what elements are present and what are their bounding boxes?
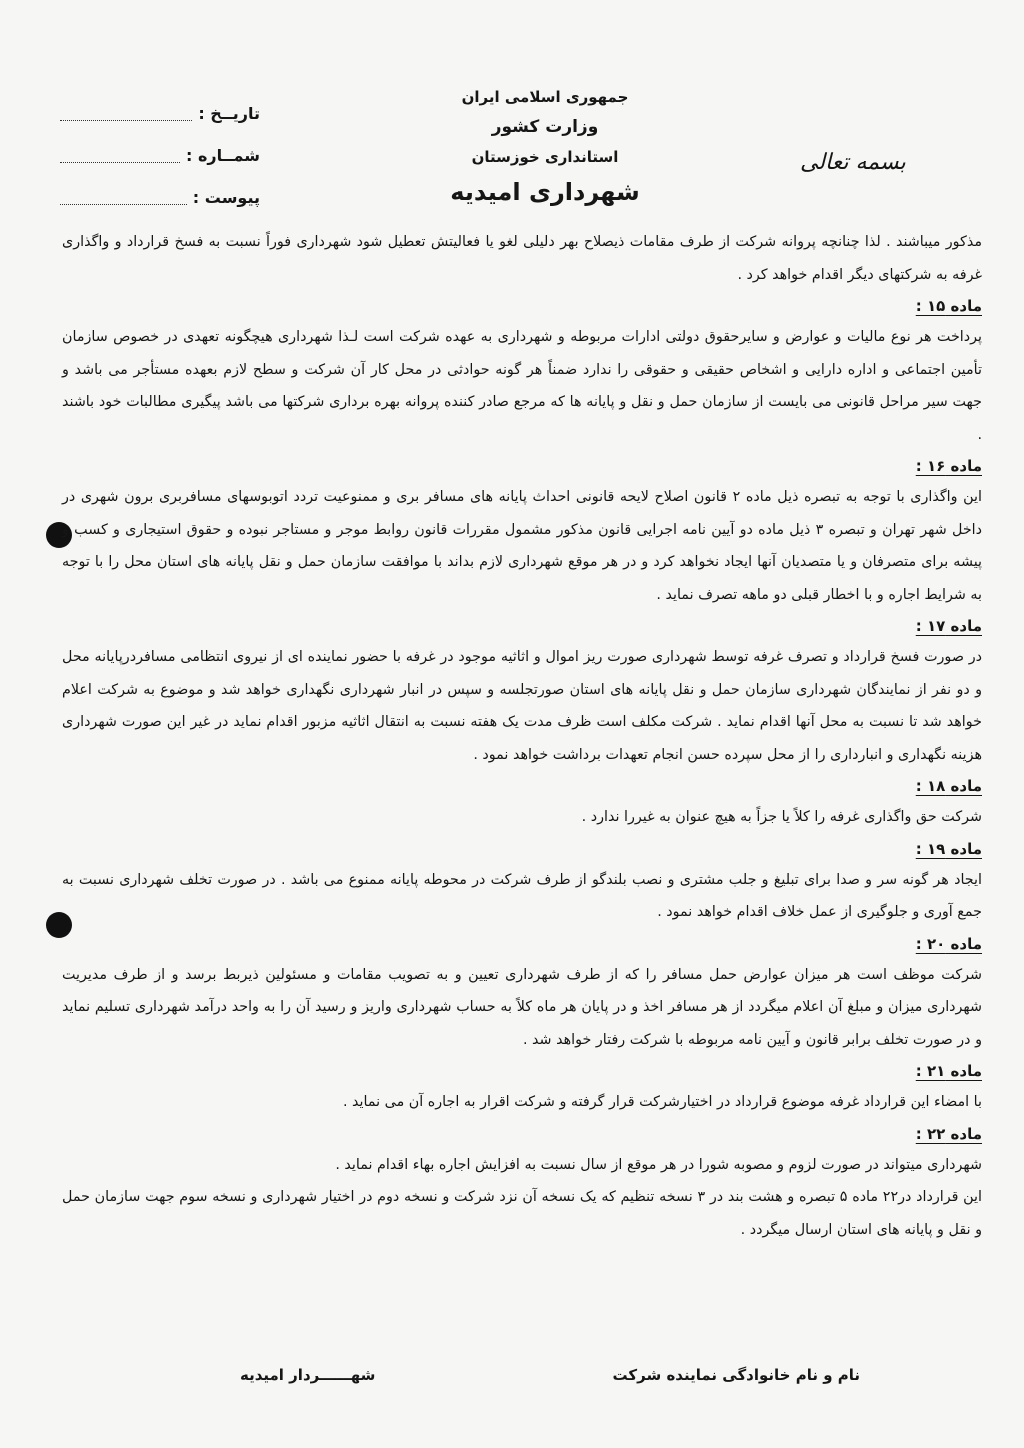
letterhead-country: جمهوری اسلامی ایران (461, 88, 629, 106)
letterhead-province: استانداری خوزستان (471, 148, 619, 166)
attachment-label: پیوست : (192, 187, 260, 207)
article-19-title: ماده ۱۹ : (915, 839, 982, 858)
article-17-text: در صورت فسخ قرارداد و تصرف غرفه توسط شهرداری صورت ریز اموال و اثاثیه موجود در غرفه با حضور نماینده ای از نیروی انتظامی مسافردرپایانه محل و دو نفر از نمایندگان شهرداری سازمان حمل و نقل پایانه های استان صورتجلسه و سپس در انبار شهرداری نگهداری خواهد شد و موضوع به شرکت اعلام خواهد شد تا نسبت به محل آنها اقدام نماید . شرکت مکلف است ظرف مدت یک هفته نسبت به انتقال اثاثیه مزبور اقدام نماید در غیر این صورت شهرداری هزینه نگهداری و انبارداری را از محل سپرده حسن انجام تعهدات برداشت خواهد نمود . (62, 649, 982, 763)
date-blank-line (60, 106, 192, 121)
company-representative-signature-label: نام و نام خانوادگی نماینده شرکت (612, 1366, 860, 1384)
letterhead-ministry: وزارت کشور (491, 117, 599, 137)
contract-body (62, 226, 982, 1246)
signature-area (220, 1366, 860, 1400)
intro-paragraph: مذکور میباشند . لذا چنانچه پروانه شرکت از طرف مقامات ذیصلاح بهر دلیلی لغو یا فعالیتش تعطیل شود شهرداری فوراً نسبت به فسخ قرارداد و واگذاری غرفه به شرکتهای دیگر اقدام خواهد کرد . (62, 234, 982, 283)
mayor-signature-label: شهــــــردار امیدیه (240, 1366, 376, 1384)
attachment-blank-line (60, 190, 187, 205)
date-label: تاریــخ : (198, 103, 260, 123)
letterhead-municipality: شهرداری امیدیه (450, 178, 640, 206)
article-18-title: ماده ۱۸ : (915, 777, 982, 795)
article-20-text: شرکت موظف است هر میزان عوارض حمل مسافر را که از طرف شهرداری تعیین و به تصویب مقامات و مسئولین ذیربط برسد و از طرف مدیریت شهرداری میزان و مبلغ آن اعلام میگردد از هر مسافر اخذ و در پایان هر ماه کلاً به حساب شهرداری واریز و رسید آن را به واحد درآمد شهرداری تسلیم نماید و در صورت تخلف برابر قانون و آیین نامه مربوطه با شرکت رفتار خواهد شد . (62, 966, 982, 1048)
article-18-text: شرکت حق واگذاری غرفه را کلاً یا جزاً به هیچ عنوان به غیررا ندارد . (581, 809, 982, 825)
bismillah-calligraphy: بسمه تعالی (800, 150, 906, 175)
article-15-title: ماده ۱۵ : (915, 297, 982, 315)
article-16-text: این واگذاری با توجه به تبصره ذیل ماده ۲ قانون اصلاح لایحه قانونی احداث پایانه های مسافر بری و ممنوعیت تردد اتوبوسهای مسافربری برون شهری در داخل شهر تهران و تبصره ۳ ذیل ماده دو آیین نامه اجرایی قانون مذکور مشمول مقررات قانون روابط موجر و مستاجر نبوده و حقوق استیجاری و کسب و پیشه برای متصرفان و یا متصدیان آنها ایجاد نخواهد کرد و در هر موقع شهرداری لازم بداند با موافقت سازمان حمل و نقل پایانه های استان محل را با توجه به شرایط اجاره و با اخطار قبلی دو ماهه تصرف نماید . (62, 489, 982, 603)
article-15-text: پرداخت هر نوع مالیات و عوارض و سایرحقوق دولتی ادارات مربوطه و شهرداری به عهده شرکت است لـذا شهرداری هیچگونه تعهدی در خصوص سازمان تأمین اجتماعی و اداره دارایی و اشخاص حقیقی و حقوقی را ندارد ضمناً هر گونه حوادثی در محل کار آن شرکت و سطح لازم بعهده مستأجر می باشد و جهت سیر مراحل قانونی می بایست از سازمان حمل و نقل و پایانه ها که مرجع صادر کننده پروانه بهره برداری شرکتها می باشد پیگیری مطالبات خود باشند . (62, 329, 982, 443)
number-field (60, 134, 260, 176)
article-19-text: ایجاد هر گونه سر و صدا برای تبلیغ و جلب مشتری و نصب بلندگو از طرف شرکت در محوطه پایانه ممنوع می باشد . در صورت تخلف شهرداری نسبت به جمع آوری و جلوگیری از عمل خلاف اقدام خواهد نمود . (62, 871, 982, 920)
article-17-title: ماده ۱۷ : (915, 617, 982, 635)
article-16-title: ماده ۱۶ : (915, 457, 982, 475)
letterhead (380, 82, 710, 212)
article-22-title: ماده ۲۲ : (915, 1124, 982, 1143)
article-20-title: ماده ۲۰ : (915, 934, 982, 953)
date-field (60, 92, 260, 134)
attachment-field (60, 176, 260, 218)
article-21-text: با امضاء این قرارداد غرفه موضوع قرارداد در اختیارشرکت قرار گرفته و شرکت اقرار به اجاره آن می نماید . (342, 1094, 982, 1110)
number-blank-line (60, 148, 180, 163)
article-22-text: شهرداری میتواند در صورت لزوم و مصوبه شورا در هر موقع از سال نسبت به افزایش اجاره بهاء اقدام نماید . (335, 1156, 982, 1173)
letter-meta (60, 92, 260, 218)
number-label: شمــاره : (185, 145, 260, 165)
article-21-title: ماده ۲۱ : (915, 1062, 982, 1080)
article-22-text-copies: این قرارداد در۲۲ ماده ۵ تبصره و هشت بند در ۳ نسخه تنظیم که یک نسخه آن نزد شرکت و نسخه دوم در اختیار شهرداری و نسخه سوم جهت سازمان حمل و نقل و پایانه های استان ارسال میگردد . (62, 1189, 982, 1238)
